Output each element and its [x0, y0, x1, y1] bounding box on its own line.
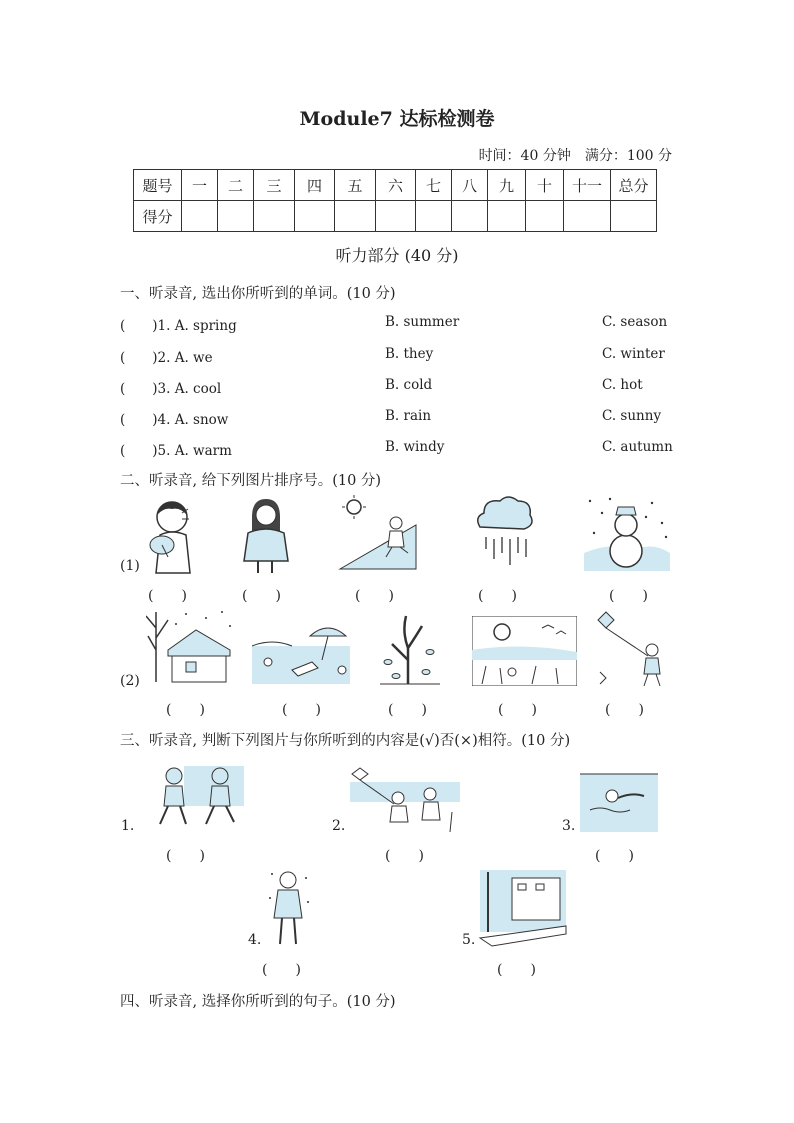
score-cell[interactable]	[254, 201, 295, 232]
q1-item-4-c: C. sunny	[602, 408, 662, 424]
q3-title: 三、听录音, 判断下列图片与你所听到的内容是(√)否(×)相符。(10 分)	[120, 733, 571, 749]
score-header-row	[134, 170, 657, 201]
score-header-cell: 八	[452, 170, 488, 201]
q3-answer-5[interactable]: ( )	[497, 962, 536, 978]
score-cell[interactable]	[376, 201, 416, 232]
sunny-hill-picture	[338, 495, 418, 575]
autumn-tree-picture	[378, 608, 443, 688]
q3-answer-2[interactable]: ( )	[385, 848, 424, 864]
q1-item-3-b: B. cold	[385, 377, 433, 393]
score-cell[interactable]	[564, 201, 611, 232]
spring-field-picture	[472, 616, 577, 686]
q3-answer-1[interactable]: ( )	[166, 848, 205, 864]
kids-flying-kite-picture	[350, 764, 460, 834]
score-cell[interactable]	[452, 201, 488, 232]
q1-item-1-c: C. season	[602, 314, 668, 330]
q3-label-3: 3.	[562, 818, 576, 834]
beach-picture	[252, 618, 350, 686]
q1-item-2-b: B. they	[385, 346, 434, 362]
score-cell[interactable]	[488, 201, 526, 232]
score-cell[interactable]	[611, 201, 657, 232]
q2-title: 二、听录音, 给下列图片排序号。(10 分)	[120, 473, 382, 489]
score-cell[interactable]	[526, 201, 564, 232]
girl-with-jacket-picture	[238, 495, 293, 575]
q2-answer-2-5[interactable]: ( )	[605, 702, 644, 718]
score-header-cell: 一	[182, 170, 218, 201]
q1-item-3-a: ( )3. A. cool	[120, 381, 222, 397]
rain-cloud-picture	[472, 493, 537, 573]
score-header-cell: 七	[416, 170, 452, 201]
q1-item-4-b: B. rain	[385, 408, 432, 424]
score-header-cell: 十一	[564, 170, 611, 201]
q3-label-2: 2.	[332, 818, 346, 834]
score-header-cell: 九	[488, 170, 526, 201]
q3-label-5: 5.	[462, 932, 476, 948]
q1-item-5-a: ( )5. A. warm	[120, 443, 232, 459]
swimming-picture	[580, 766, 658, 832]
score-cell[interactable]	[218, 201, 254, 232]
score-cell[interactable]	[416, 201, 452, 232]
q1-item-1-b: B. summer	[385, 314, 460, 330]
cold-person-picture	[268, 868, 310, 948]
score-header-cell: 五	[335, 170, 376, 201]
score-header-cell: 四	[295, 170, 335, 201]
q2-answer-1-1[interactable]: ( )	[148, 588, 187, 604]
skating-kids-picture	[134, 764, 249, 834]
q2-answer-1-4[interactable]: ( )	[478, 588, 517, 604]
q2-answer-1-5[interactable]: ( )	[609, 588, 648, 604]
q2-answer-2-3[interactable]: ( )	[388, 702, 427, 718]
q1-item-2-c: C. winter	[602, 346, 665, 362]
q1-title: 一、听录音, 选出你所听到的单词。(10 分)	[120, 286, 396, 302]
q2-row2-label: (2)	[120, 673, 140, 689]
q2-answer-2-1[interactable]: ( )	[166, 702, 205, 718]
snowy-house-picture	[146, 608, 236, 688]
page-title: Module7 达标检测卷	[299, 108, 495, 130]
q1-item-3-c: C. hot	[602, 377, 643, 393]
score-header-cell: 题号	[134, 170, 182, 201]
q2-answer-1-2[interactable]: ( )	[242, 588, 281, 604]
score-header-cell: 三	[254, 170, 295, 201]
q3-answer-4[interactable]: ( )	[262, 962, 301, 978]
q3-label-4: 4.	[248, 932, 262, 948]
exam-meta: 时间：40 分钟 满分：100 分	[478, 148, 672, 164]
q1-item-5-c: C. autumn	[602, 439, 673, 455]
score-cell[interactable]	[335, 201, 376, 232]
q2-row1-label: (1)	[120, 558, 140, 574]
boy-with-fan-picture	[138, 495, 208, 575]
score-row-label: 得分	[134, 201, 182, 232]
q2-answer-2-2[interactable]: ( )	[282, 702, 321, 718]
score-header-cell: 六	[376, 170, 416, 201]
q3-answer-3[interactable]: ( )	[595, 848, 634, 864]
windy-street-picture	[478, 868, 568, 948]
score-cell[interactable]	[182, 201, 218, 232]
score-header-cell: 总分	[611, 170, 657, 201]
q1-item-4-a: ( )4. A. snow	[120, 412, 229, 428]
listening-section-title: 听力部分 (40 分)	[335, 246, 459, 265]
score-value-row	[134, 201, 657, 232]
score-header-cell: 十	[526, 170, 564, 201]
q1-item-2-a: ( )2. A. we	[120, 350, 213, 366]
q3-label-1: 1.	[121, 818, 135, 834]
q2-answer-1-3[interactable]: ( )	[355, 588, 394, 604]
score-table	[133, 169, 657, 232]
kite-flying-picture	[594, 608, 669, 688]
q1-item-5-b: B. windy	[385, 439, 445, 455]
score-header-cell: 二	[218, 170, 254, 201]
q4-title: 四、听录音, 选择你所听到的句子。(10 分)	[120, 994, 396, 1010]
q2-answer-2-4[interactable]: ( )	[498, 702, 537, 718]
q1-item-1-a: ( )1. A. spring	[120, 318, 237, 334]
snowman-picture	[582, 493, 672, 573]
score-cell[interactable]	[295, 201, 335, 232]
